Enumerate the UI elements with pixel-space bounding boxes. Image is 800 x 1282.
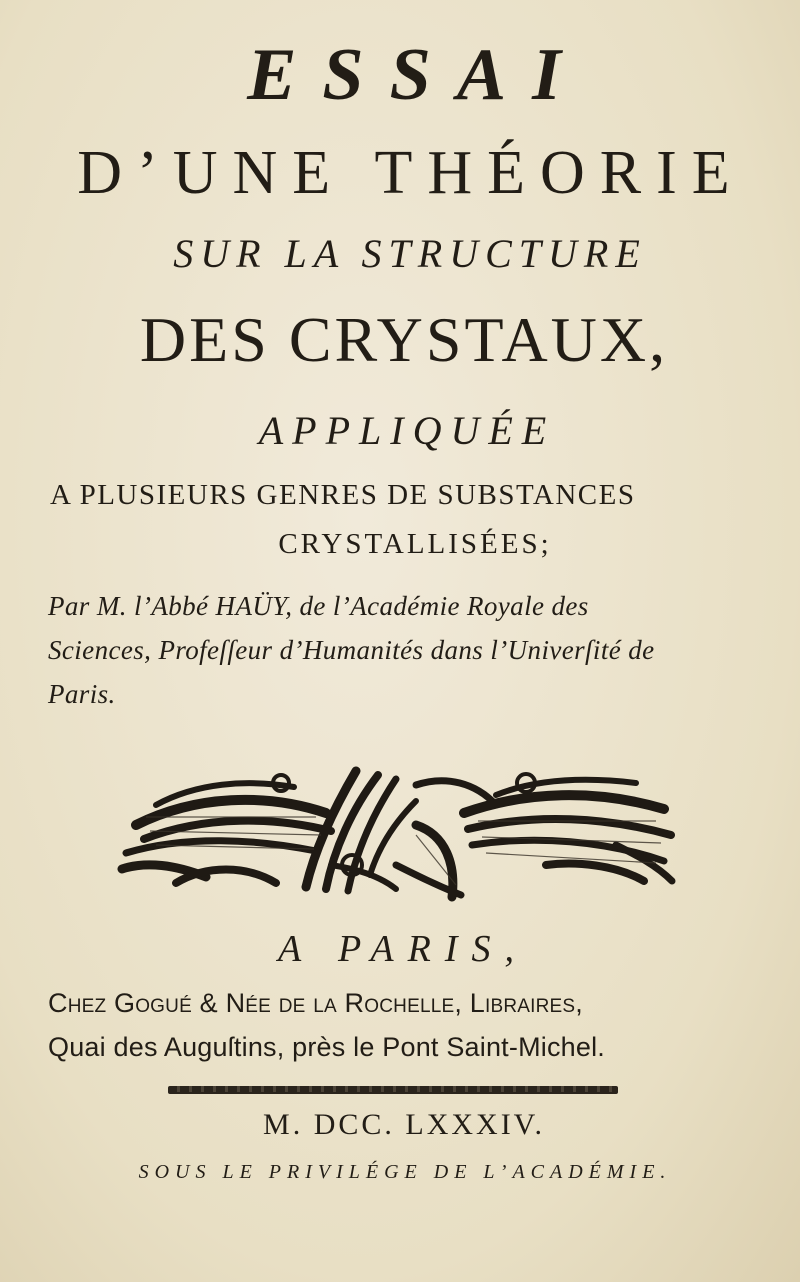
title-crystaux: DES CRYSTAUX, xyxy=(139,304,669,375)
author-line-3: Paris. xyxy=(48,679,116,709)
author-line-1: Par M. l’Abbé HAÜY, de l’Académie Royale des xyxy=(48,591,589,621)
privilege-line: SOUS LE PRIVILÉGE DE L’ACADÉMIE. xyxy=(138,1161,672,1183)
imprint-city: A PARIS, xyxy=(278,928,528,970)
title-crystallisees: CRYSTALLISÉES; xyxy=(278,528,552,560)
title-essai: ESSAI xyxy=(247,34,587,116)
author-line-2: Sciences, Profeſſeur d’Humanités dans l’Univerſité de xyxy=(48,635,655,665)
publisher-line-2: Quai des Auguſtins, près le Pont Saint-Michel. xyxy=(48,1032,605,1062)
publication-date: M. DCC. LXXXIV. xyxy=(263,1108,545,1141)
title-appliquee: APPLIQUÉE xyxy=(258,408,556,453)
title-substances: A PLUSIEURS GENRES DE SUBSTANCES xyxy=(50,479,636,511)
title-structure: SUR LA STRUCTURE xyxy=(173,231,647,276)
title-theorie: D’UNE THÉORIE xyxy=(77,139,745,207)
decorative-rule xyxy=(168,1086,618,1094)
ornamental-foliage-icon xyxy=(116,765,684,905)
publisher-line-1: Chez Gogué & Née de la Rochelle, Libraires, xyxy=(48,988,583,1018)
